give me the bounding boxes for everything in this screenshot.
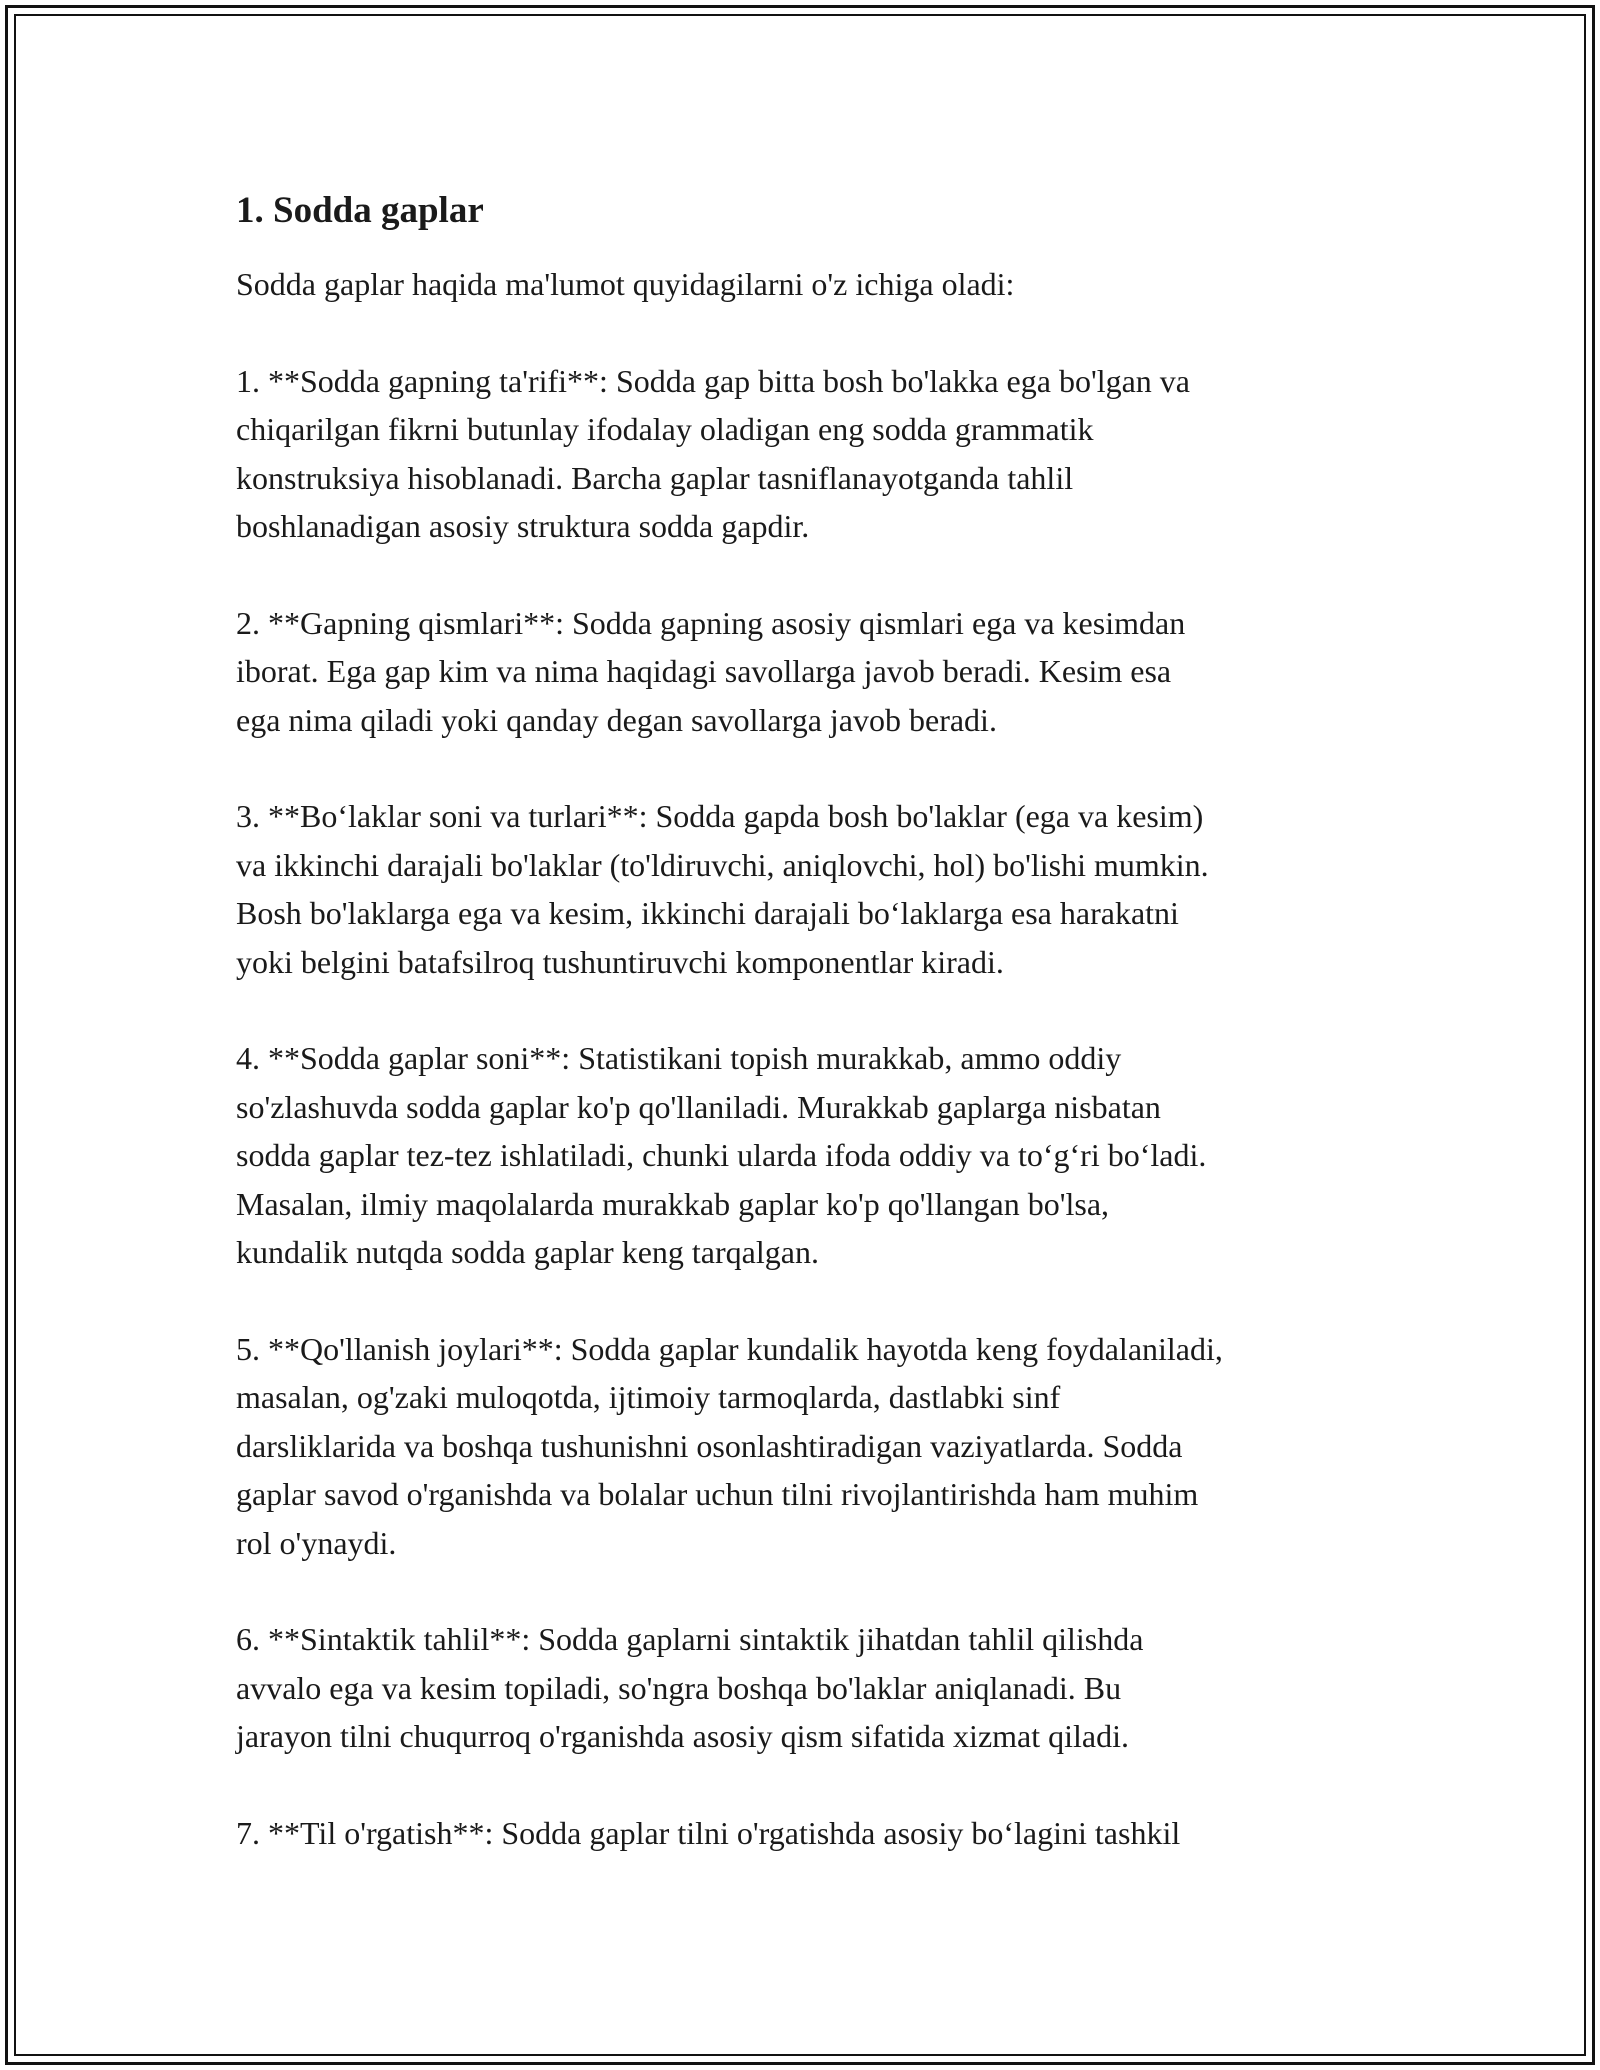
list-item-usage	[236, 1325, 1386, 1568]
list-item-sentence-parts	[236, 599, 1386, 745]
text-line: 2. **Gapning qismlari**: Sodda gapning asosiy qismlari ega va kesimdan	[236, 604, 1186, 641]
text-line: rol o'ynaydi.	[236, 1524, 397, 1561]
text-line: Masalan, ilmiy maqolalarda murakkab gaplar ko'p qo'llangan bo'lsa,	[236, 1185, 1110, 1222]
text-line: 6. **Sintaktik tahlil**: Sodda gaplarni sintaktik jihatdan tahlil qilishda	[236, 1621, 1144, 1657]
text-line: chiqarilgan fikrni butunlay ifodalay oladigan eng sodda grammatik	[236, 411, 1094, 447]
document-title: 1. Sodda gaplar	[236, 190, 484, 231]
text-line: jarayon tilni chuqurroq o'rganishda asosiy qism sifatida xizmat qiladi.	[236, 1718, 1129, 1754]
text-line: 7. **Til o'rgatish**: Sodda gaplar tilni o'rgatishda asosiy bo‘lagini tashkil	[236, 1814, 1181, 1851]
text-line: gaplar savod o'rganishda va bolalar uchun tilni rivojlantirishda ham muhim	[236, 1476, 1199, 1512]
text-line: 3. **Bo‘laklar soni va turlari**: Sodda gapda bosh bo'laklar (ega va kesim)	[236, 798, 1204, 834]
intro-paragraph: Sodda gaplar haqida ma'lumot quyidagilarni o'z ichiga oladi:	[236, 266, 1015, 302]
list-item-frequency	[236, 1034, 1386, 1277]
text-line: sodda gaplar tez-tez ishlatiladi, chunki ularda ifoda oddiy va to‘g‘ri bo‘ladi.	[236, 1137, 1207, 1173]
text-line: yoki belgini batafsilroq tushuntiruvchi komponentlar kiradi.	[236, 943, 1004, 980]
list-item-part-types	[236, 792, 1386, 986]
list-item-syntax-analysis	[236, 1615, 1386, 1761]
text-line: konstruksiya hisoblanadi. Barcha gaplar tasniflanayotganda tahlil	[236, 459, 1074, 496]
list-item-definition	[236, 357, 1386, 551]
text-line: boshlanadigan asosiy struktura sodda gapdir.	[236, 508, 810, 544]
list-item-language-teaching	[236, 1809, 1386, 1858]
text-line: 4. **Sodda gaplar soni**: Statistikani topish murakkab, ammo oddiy	[236, 1040, 1122, 1076]
text-line: darsliklarida va boshqa tushunishni osonlashtiradigan vaziyatlarda. Sodda	[236, 1427, 1183, 1464]
text-line: ega nima qiladi yoki qanday degan savollarga javob beradi.	[236, 701, 997, 738]
text-line: Bosh bo'laklarga ega va kesim, ikkinchi darajali bo‘laklarga esa harakatni	[236, 895, 1179, 931]
text-line: so'zlashuvda sodda gaplar ko'p qo'llaniladi. Murakkab gaplarga nisbatan	[236, 1088, 1161, 1125]
text-line: kundalik nutqda sodda gaplar keng tarqalgan.	[236, 1234, 819, 1270]
text-line: iborat. Ega gap kim va nima haqidagi savollarga javob beradi. Kesim esa	[236, 653, 1172, 689]
text-line: va ikkinchi darajali bo'laklar (to'ldiruvchi, aniqlovchi, hol) bo'lishi mumkin.	[236, 846, 1209, 883]
text-line: 1. **Sodda gapning ta'rifi**: Sodda gap bitta bosh bo'lakka ega bo'lgan va	[236, 362, 1190, 399]
document-body	[236, 186, 1386, 1905]
text-line: 5. **Qo'llanish joylari**: Sodda gaplar kundalik hayotda keng foydalaniladi,	[236, 1330, 1223, 1367]
text-line: masalan, og'zaki muloqotda, ijtimoiy tarmoqlarda, dastlabki sinf	[236, 1379, 1061, 1415]
text-line: avvalo ega va kesim topiladi, so'ngra boshqa bo'laklar aniqlanadi. Bu	[236, 1669, 1122, 1706]
